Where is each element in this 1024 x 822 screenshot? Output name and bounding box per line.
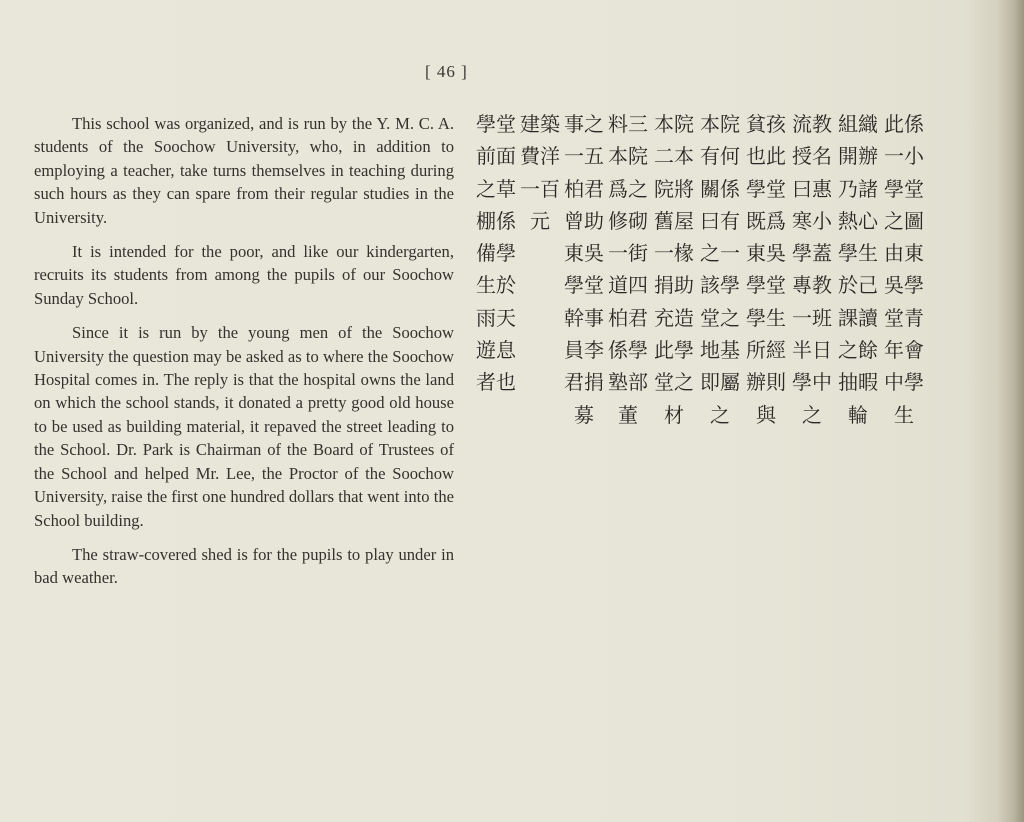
book-spine-shadow	[998, 0, 1024, 822]
chinese-column: 本院有何關係曰有之一該學堂之地基即屬之	[700, 112, 740, 427]
english-paragraph: It is intended for the poor, and like our kindergarten, recruits its students from among the pupils of our Soochow Sunday School.	[34, 242, 454, 308]
english-text-block	[34, 112, 454, 601]
page-number: [ 46 ]	[425, 62, 468, 81]
chinese-column: 此係一小學堂之圖由東吳學堂青年會中學生	[884, 112, 924, 427]
english-paragraph: This school was organized, and is run by the Y. M. C. A. students of the Soochow University, who, in addition to employing a teacher, take turns themselves in teaching during such hours as they can spare from their regular studies in the University.	[34, 114, 454, 227]
english-paragraph: Since it is run by the young men of the Soochow University the question may be asked as to where the Soochow Hospital comes in. The reply is that the hospital owns the land on which the school stands, it donated a pretty good old house to be used as building material, it repaved the street leading to the School. Dr. Park is Chairman of the Board of Trustees of the School and helped Mr. Lee, the Proctor of the Soochow University, raise the first one hundred dollars that went into the School building.	[34, 323, 454, 530]
chinese-column: 流教授名曰惠寒小學蓋專教一班半日學中之	[792, 112, 832, 427]
chinese-column: 組織開辦乃諸熱心學生於己課讀之餘抽暇輪	[838, 112, 878, 427]
chinese-column: 本院二本院將舊屋一椽捐助充造此學堂之材	[654, 112, 694, 427]
chinese-column: 建築費洋一百元	[520, 112, 560, 233]
chinese-text-block	[472, 108, 932, 728]
english-paragraph: The straw-covered shed is for the pupils to play under in bad weather.	[34, 544, 454, 588]
chinese-column: 料三本院爲之修砌一街道四柏君係學塾部董	[608, 112, 648, 427]
chinese-column: 學堂前面之草棚係備學生於雨天遊息者也	[476, 112, 516, 395]
chinese-column: 貧孩也此學堂既爲東吳學堂學生所經辦則與	[746, 112, 786, 427]
chinese-column: 事之一五柏君曾助東吳學堂幹事員李君捐募	[564, 112, 604, 427]
